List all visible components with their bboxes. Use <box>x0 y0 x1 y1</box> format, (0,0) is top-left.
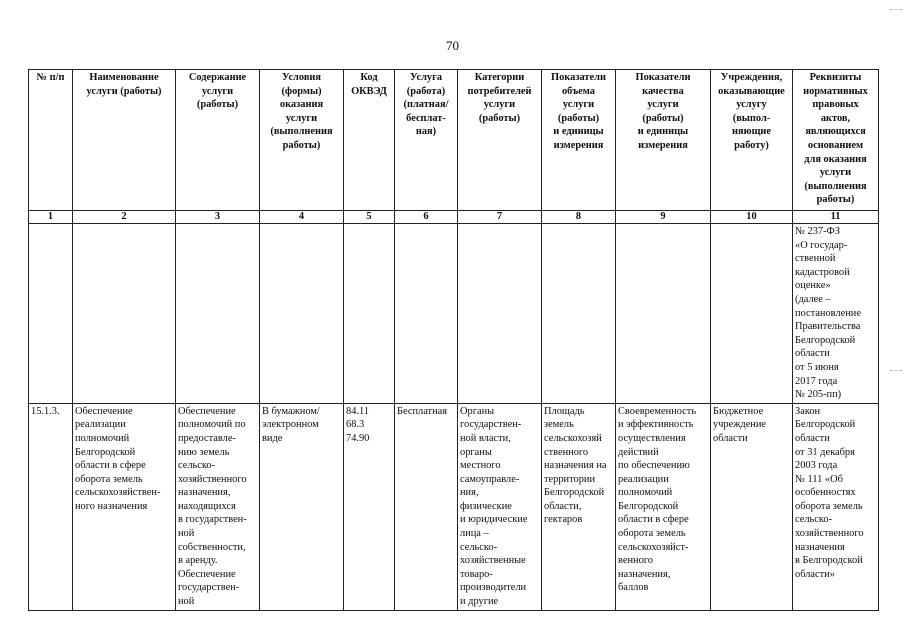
consumers-cell: Органы государствен- ной власти, органы местного самоуправле- ния, физические и юридические лица – сельско- хозяйственные товаро- производители и другие <box>458 403 542 610</box>
conditions-cell: В бумажном/ электронном виде <box>260 403 344 610</box>
column-number: 5 <box>344 211 395 224</box>
empty-cell <box>344 224 395 404</box>
empty-cell <box>711 224 793 404</box>
column-number: 9 <box>616 211 711 224</box>
volume-cell: Площадь земель сельскохозяй ственного назначения на территории Белгородской области, гектаров <box>542 403 616 610</box>
service-content-cell: Обеспечение полномочий по предоставле- нию земель сельско- хозяйственного назначения, находящихся в государствен- ной собственности, в аренду. Обеспечение государствен- ной <box>176 403 260 610</box>
empty-cell <box>176 224 260 404</box>
column-number: 7 <box>458 211 542 224</box>
column-number: 10 <box>711 211 793 224</box>
header-consumers: Категории потребителей услуги (работы) <box>458 70 542 211</box>
legal-acts-continuation: № 237-ФЗ «О государ- ственной кадастровой оценке» (далее – постановление Правительства Белгородской области от 5 июня 2017 года № 205-пп) <box>793 224 879 404</box>
empty-cell <box>542 224 616 404</box>
column-number: 2 <box>73 211 176 224</box>
empty-cell <box>73 224 176 404</box>
scan-artifact-line <box>890 370 902 371</box>
column-number: 4 <box>260 211 344 224</box>
table-row <box>29 403 879 610</box>
services-table <box>28 69 879 611</box>
column-number: 8 <box>542 211 616 224</box>
header-number: № п/п <box>29 70 73 211</box>
scan-artifact-line <box>890 9 902 10</box>
legal-acts-cell: Закон Белгородской области от 31 декабря 2003 года № 111 «Об особенностях оборота земель сельско- хозяйственного назначения в Белгородской области» <box>793 403 879 610</box>
institutions-cell: Бюджетное учреждение области <box>711 403 793 610</box>
header-okved: Код ОКВЭД <box>344 70 395 211</box>
okved-cell: 84.11 68.3 74.90 <box>344 403 395 610</box>
header-legal-acts: Реквизиты нормативных правовых актов, являющихся основанием для оказания услуги (выполнения работы) <box>793 70 879 211</box>
header-conditions: Условия (формы) оказания услуги (выполнения работы) <box>260 70 344 211</box>
empty-cell <box>395 224 458 404</box>
continuation-row <box>29 224 879 404</box>
header-service-content: Содержание услуги (работы) <box>176 70 260 211</box>
header-volume-indicators: Показатели объема услуги (работы) и единицы измерения <box>542 70 616 211</box>
column-number: 6 <box>395 211 458 224</box>
column-number: 3 <box>176 211 260 224</box>
row-number: 15.1.3. <box>29 403 73 610</box>
empty-cell <box>29 224 73 404</box>
column-number: 11 <box>793 211 879 224</box>
column-numbers-row <box>29 211 879 224</box>
empty-cell <box>616 224 711 404</box>
header-quality-indicators: Показатели качества услуги (работы) и единицы измерения <box>616 70 711 211</box>
service-name-cell: Обеспечение реализации полномочий Белгородской области в сфере оборота земель сельскохозяйствен- ного назначения <box>73 403 176 610</box>
empty-cell <box>458 224 542 404</box>
header-institutions: Учреждения, оказывающие услугу (выпол- няющие работу) <box>711 70 793 211</box>
header-row <box>29 70 879 211</box>
page-number: 70 <box>446 38 459 53</box>
header-service-name: Наименование услуги (работы) <box>73 70 176 211</box>
column-number: 1 <box>29 211 73 224</box>
header-paid-free: Услуга (работа) (платная/ бесплат- ная) <box>395 70 458 211</box>
empty-cell <box>260 224 344 404</box>
paid-free-cell: Бесплатная <box>395 403 458 610</box>
quality-cell: Своевременность и эффективность осуществления действий по обеспечению реализации полномочий Белгородской области в сфере оборота земель сельскохозяйст- венного назначения, баллов <box>616 403 711 610</box>
